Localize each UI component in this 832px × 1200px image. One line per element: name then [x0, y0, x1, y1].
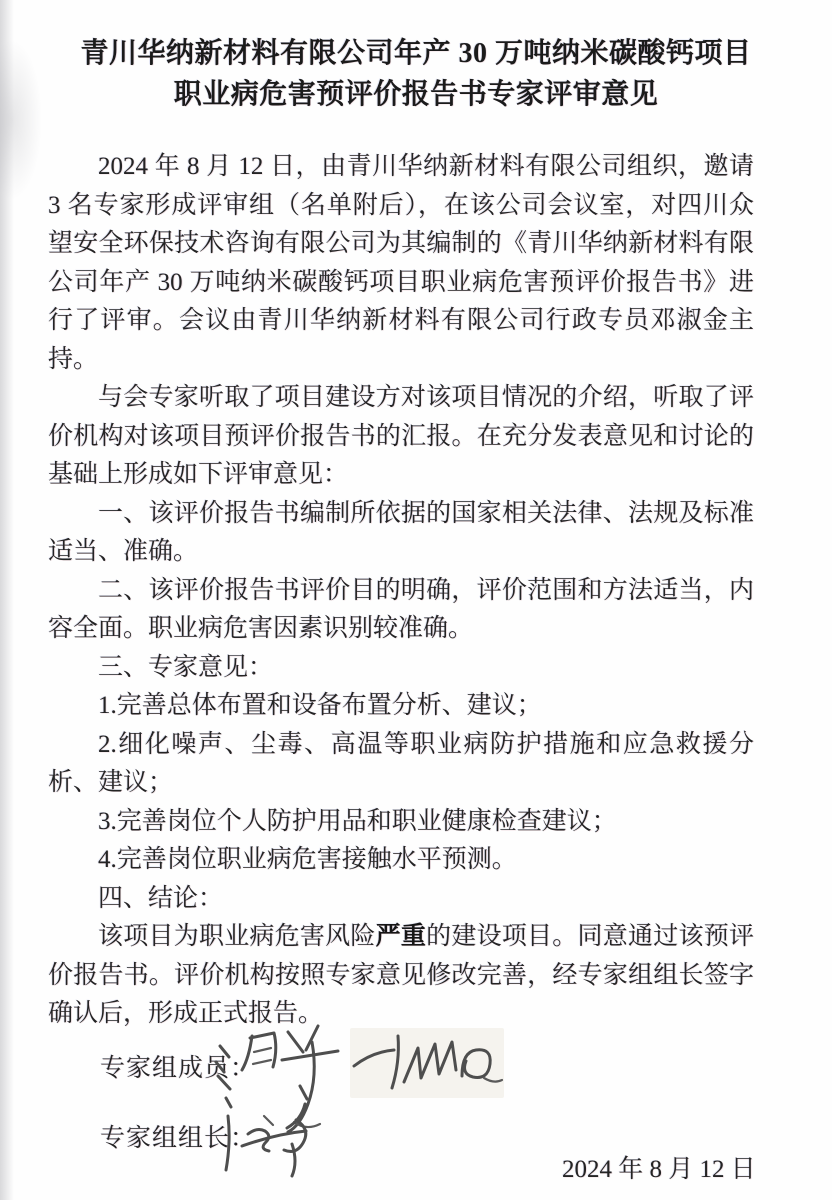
member-signature-2-handwriting-icon	[346, 1026, 511, 1104]
conclusion-emphasis-severe: 严重	[375, 923, 427, 950]
expert-suggestion-4: 4.完善岗位职业病危害接触水平预测。	[98, 846, 517, 873]
expert-suggestion-1: 1.完善总体布置和设备布置分析、建议；	[98, 692, 542, 719]
paragraph-conclusion	[48, 918, 754, 1034]
expert-suggestion-3: 3.完善岗位个人防护用品和职业健康检查建议；	[98, 807, 617, 835]
paragraph-review-basis: 与会专家听取了项目建设方对该项目情况的介绍，听取了评价机构对该项目预评价报告书的汇报。在充分发表意见和讨论的基础上形成如下评审意见：	[48, 384, 754, 488]
title-line-2: 职业病危害预评价报告书专家评审意见	[173, 79, 659, 110]
document-body	[48, 148, 754, 1034]
paragraph-opinion-3-heading: 三、专家意见：	[98, 653, 274, 681]
paragraph-opinion-1: 一、该评价报告书编制所依据的国家相关法律、法规及标准适当、准确。	[48, 499, 754, 565]
expert-leader-label: 专家组组长：	[100, 1125, 257, 1152]
conclusion-text-before: 该项目为职业病危害风险	[98, 923, 376, 950]
document-title	[40, 33, 792, 115]
conclusion-text-after: 的建设项目。同意通过该预评价报告书。评价机构按照专家意见修改完善，经专家组组长签字确认后，形成正式报告。	[48, 923, 754, 1027]
expert-suggestion-2: 2.细化噪声、尘毒、高温等职业病防护措施和应急救援分析、建议；	[48, 730, 754, 796]
expert-members-label: 专家组成员：	[100, 1055, 257, 1082]
paragraph-opinion-2: 二、该评价报告书评价目的明确，评价范围和方法适当，内容全面。职业病危害因素识别较准确。	[48, 576, 754, 642]
document-date: 2024 年 8 月 12 日	[562, 1156, 756, 1183]
paragraph-conclusion-heading: 四、结论：	[98, 884, 224, 912]
scan-edge-artifact	[0, 0, 14, 1200]
paragraph-meeting-intro: 2024 年 8 月 12 日，由青川华纳新材料有限公司组织，邀请 3 名专家形成评审组（名单附后），在该公司会议室，对四川众望安全环保技术咨询有限公司为其编制的《青川华纳新材料有限公司年产 30 万吨纳米碳酸钙项目职业病危害预评价报告书》进行了评审。会议由青川华纳新材料有限公司行政专员邓淑金主持。	[48, 153, 754, 373]
title-line-1: 青川华纳新材料有限公司年产 30 万吨纳米碳酸钙项目	[80, 38, 752, 69]
scan-smudge-artifact	[0, 40, 42, 200]
